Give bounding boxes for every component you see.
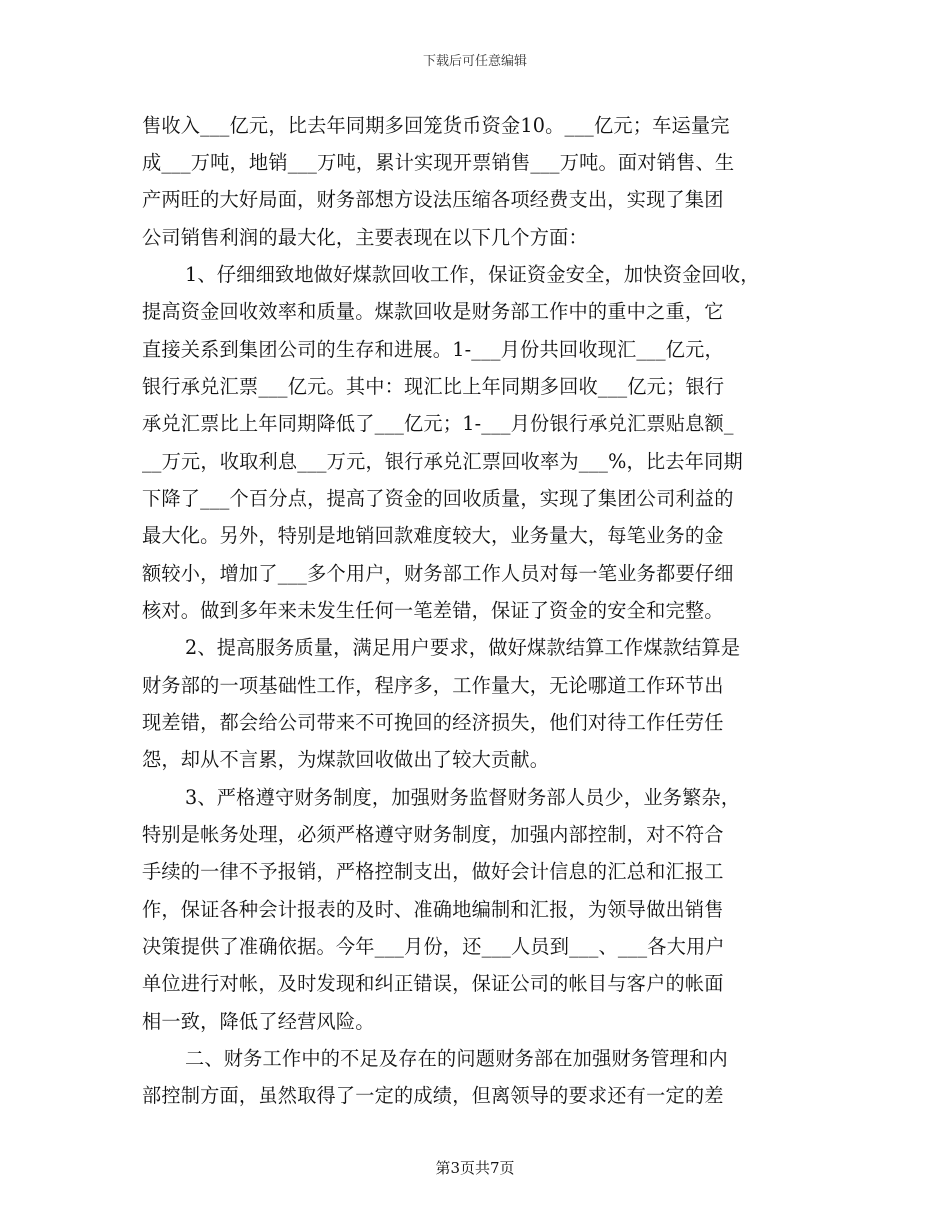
text-line: 怨，却从不言累，为煤款回收做出了较大贡献。 xyxy=(142,748,550,771)
text-line: 公司销售利润的最大化，主要表现在以下几个方面： xyxy=(142,226,588,249)
page-number: 第3页共7页 xyxy=(435,1159,515,1177)
text-line: 承兑汇票比上年同期降低了___亿元；1-___月份银行承兑汇票贴息额_ xyxy=(142,412,734,435)
text-line: 3、严格遵守财务制度，加强财务监督财务部人员少，业务繁杂， xyxy=(185,786,741,809)
text-line: 售收入___亿元，比去年同期多回笼货币资金10。___亿元；车运量完 xyxy=(142,114,730,137)
text-line: 下降了___个百分点，提高了资金的回收质量，实现了集团公司利益的 xyxy=(142,487,734,510)
text-line: 提高资金回收效率和质量。煤款回收是财务部工作中的重中之重，它 xyxy=(142,300,724,323)
text-line: __万元，收取利息___万元，银行承兑汇票回收率为___%，比去年同期 xyxy=(142,450,743,473)
text-line: 2、提高服务质量，满足用户要求，做好煤款结算工作煤款结算是 xyxy=(185,636,741,659)
text-line: 产两旺的大好局面，财务部想方设法压缩各项经费支出，实现了集团 xyxy=(142,188,724,211)
text-line: 相一致，降低了经营风险。 xyxy=(142,1010,375,1033)
text-line: 作，保证各种会计报表的及时、准确地编制和汇报，为领导做出销售 xyxy=(142,898,724,921)
text-line: 决策提供了准确依据。今年___月份，还___人员到___、___各大用户 xyxy=(142,935,725,958)
text-line: 核对。做到多年来未发生任何一笔差错，保证了资金的安全和完整。 xyxy=(142,599,724,622)
text-line: 二、财务工作中的不足及存在的问题财务部在加强财务管理和内 xyxy=(185,1047,728,1070)
text-line: 单位进行对帐，及时发现和纠正错误，保证公司的帐目与客户的帐面 xyxy=(142,972,724,995)
text-line: 特别是帐务处理，必须严格遵守财务制度，加强内部控制，对不符合 xyxy=(142,823,724,846)
text-line: 1、仔细细致地做好煤款回收工作，保证资金安全，加快资金回收， xyxy=(185,263,760,286)
text-line: 财务部的一项基础性工作，程序多，工作量大，无论哪道工作环节出 xyxy=(142,674,724,697)
text-line: 手续的一律不予报销，严格控制支出，做好会计信息的汇总和汇报工 xyxy=(142,860,724,883)
text-line: 现差错，都会给公司带来不可挽回的经济损失，他们对待工作任劳任 xyxy=(142,711,724,734)
text-line: 部控制方面，虽然取得了一定的成绩，但离领导的要求还有一定的差 xyxy=(142,1084,724,1107)
text-line: 直接关系到集团公司的生存和进展。1-___月份共回收现汇___亿元， xyxy=(142,338,724,361)
text-line: 银行承兑汇票___亿元。其中：现汇比上年同期多回收___亿元；银行 xyxy=(142,375,725,398)
text-line: 最大化。另外，特别是地销回款难度较大，业务量大，每笔业务的金 xyxy=(142,524,724,547)
text-line: 成___万吨，地销___万吨，累计实现开票销售___万吨。面对销售、生 xyxy=(142,151,735,174)
text-line: 额较小，增加了___多个用户，财务部工作人员对每一笔业务都要仔细 xyxy=(142,562,734,585)
page-header: 下载后可任意编辑 xyxy=(422,54,527,69)
